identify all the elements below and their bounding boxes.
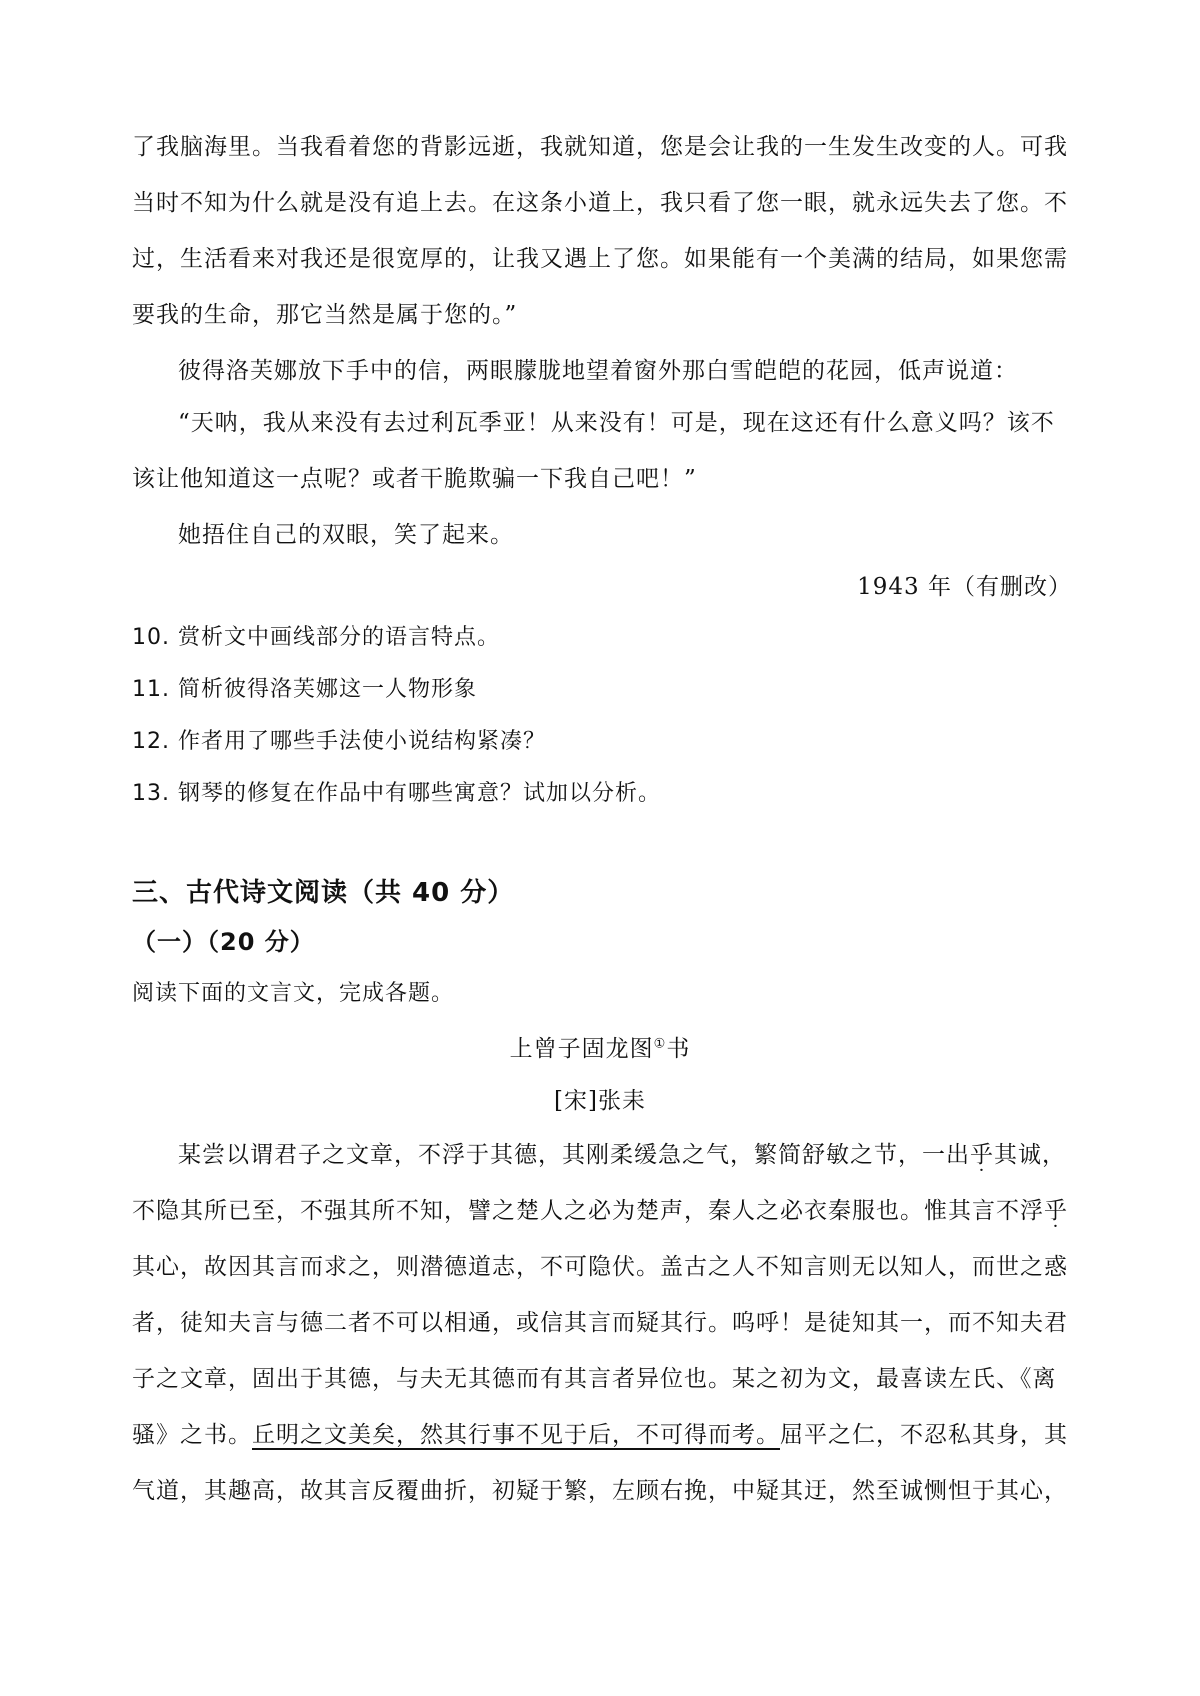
- story-line: “天呐，我从来没有去过利瓦季亚！从来没有！可是，现在这还有什么意义吗？该不: [178, 410, 1055, 436]
- underlined-passage: 丘明之文美矣，然其行事不见于后，不可得而考。: [252, 1422, 780, 1448]
- story-paragraph: 彼得洛芙娜放下手中的信，两眼朦胧地望着窗外那白雪皑皑的花园，低声说道：: [178, 358, 1018, 384]
- classical-line: 者，徒知夫言与德二者不可以相通，或信其言而疑其行。呜呼！是徒知其一，而不知夫君: [132, 1310, 1068, 1336]
- story-line: 该让他知道这一点呢？或者干脆欺骗一下我自己吧！”: [132, 466, 697, 492]
- classical-line: [132, 1416, 1072, 1449]
- question-item: 13. 钢琴的修复在作品中有哪些寓意？试加以分析。: [132, 781, 661, 806]
- classical-line: 其心，故因其言而求之，则潜德道志，不可隐伏。盖古之人不知言则无以知人，而世之惑: [132, 1254, 1068, 1280]
- subsection-title: （一）（20 分）: [132, 928, 315, 956]
- question-item: 10. 赏析文中画线部分的语言特点。: [132, 625, 500, 650]
- classical-line: 子之文章，固出于其德，与夫无其德而有其言者异位也。某之初为文，最喜读左氏、《离: [132, 1366, 1057, 1392]
- classical-text: 其诚，: [994, 1142, 1066, 1168]
- classical-text: 不隐其所已至，不强其所不知，譬之楚人之必为楚声，秦人之必衣秦服也。惟其言不浮: [132, 1198, 1044, 1224]
- instruction-text: 阅读下面的文言文，完成各题。: [132, 981, 455, 1006]
- story-paragraph: 她捂住自己的双眼，笑了起来。: [178, 522, 514, 548]
- story-line: 要我的生命，那它当然是属于您的。”: [132, 302, 518, 328]
- classical-line: [178, 1136, 1118, 1169]
- emphasis-char: 乎: [970, 1142, 994, 1168]
- classical-text: 屈平之仁，不忍私其身，其: [780, 1422, 1068, 1448]
- classical-line: [132, 1192, 1072, 1225]
- story-line: 了我脑海里。当我看着您的背影远逝，我就知道，您是会让我的一生发生改变的人。可我: [132, 134, 1068, 160]
- source-note: 1943 年（有删改）: [857, 574, 1072, 600]
- story-line: 当时不知为什么就是没有追上去。在这条小道上，我只看了您一眼，就永远失去了您。不: [132, 190, 1068, 216]
- classical-title: [0, 1030, 1200, 1063]
- classical-author: [宋]张耒: [554, 1088, 646, 1114]
- classical-title-text: 上曾子固龙图: [509, 1036, 654, 1062]
- question-item: 12. 作者用了哪些手法使小说结构紧凑？: [132, 729, 546, 754]
- emphasis-char: 乎: [1044, 1198, 1068, 1224]
- classical-text: 骚》之书。: [132, 1422, 252, 1448]
- question-item: 11. 简析彼得洛芙娜这一人物形象: [132, 677, 477, 702]
- classical-title-suffix: 书: [666, 1036, 691, 1062]
- story-line: 过，生活看来对我还是很宽厚的，让我又遇上了您。如果能有一个美满的结局，如果您需: [132, 246, 1068, 272]
- classical-line: 气道，其趣高，故其言反覆曲折，初疑于繁，左顾右挽，中疑其迂，然至诚恻怛于其心，: [132, 1478, 1068, 1504]
- section-title: 三、古代诗文阅读（共 40 分）: [132, 878, 515, 908]
- classical-text: 某尝以谓君子之文章，不浮于其德，其刚柔缓急之气，繁简舒敏之节，一出: [178, 1142, 970, 1168]
- footnote-marker: ①: [653, 1036, 667, 1052]
